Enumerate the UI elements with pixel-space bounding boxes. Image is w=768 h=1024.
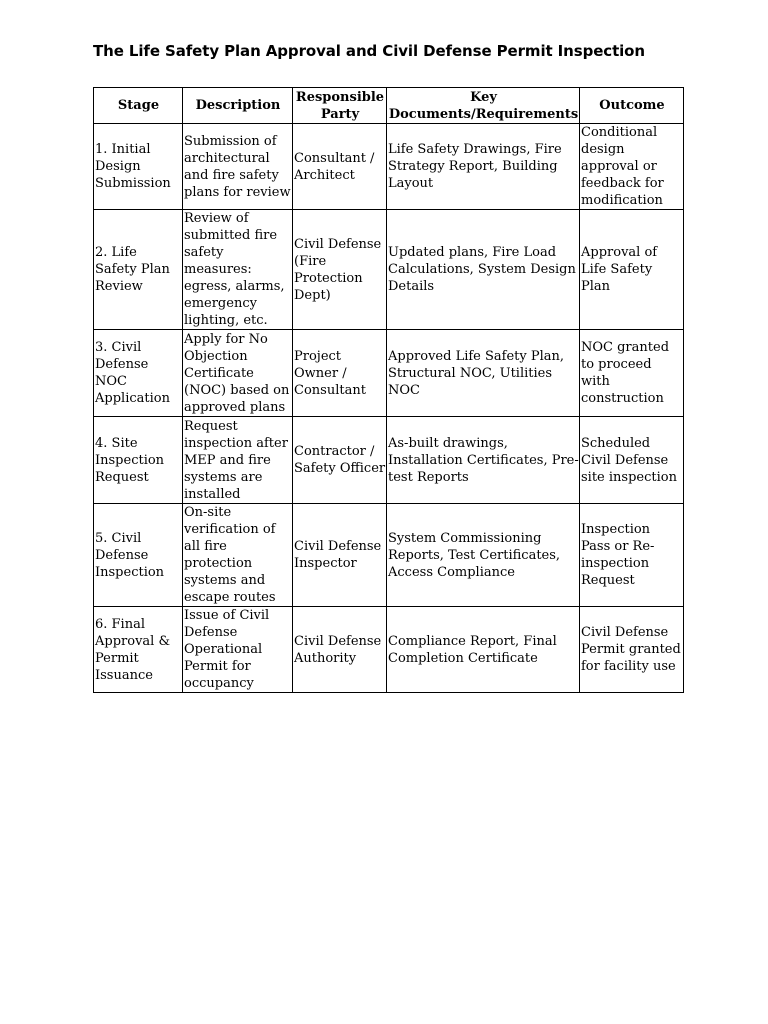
header-stage: Stage bbox=[94, 88, 183, 124]
cell-key-documents: System Commissioning Reports, Test Certificates, Access Compliance bbox=[387, 504, 580, 607]
cell-stage: 1. Initial Design Submission bbox=[94, 124, 183, 210]
cell-key-documents: Compliance Report, Final Completion Certificate bbox=[387, 607, 580, 693]
cell-responsible-party: Consultant / Architect bbox=[293, 124, 387, 210]
cell-outcome: Inspection Pass or Re-inspection Request bbox=[580, 504, 684, 607]
table-row bbox=[94, 210, 684, 330]
cell-key-documents: Updated plans, Fire Load Calculations, System Design Details bbox=[387, 210, 580, 330]
cell-description: Request inspection after MEP and fire systems are installed bbox=[183, 417, 293, 504]
approval-process-table bbox=[93, 87, 684, 693]
table-row bbox=[94, 417, 684, 504]
header-responsible-party: Responsible Party bbox=[293, 88, 387, 124]
cell-stage: 2. Life Safety Plan Review bbox=[94, 210, 183, 330]
table-row bbox=[94, 607, 684, 693]
cell-stage: 5. Civil Defense Inspection bbox=[94, 504, 183, 607]
table-row bbox=[94, 504, 684, 607]
cell-stage: 4. Site Inspection Request bbox=[94, 417, 183, 504]
cell-outcome: Civil Defense Permit granted for facility use bbox=[580, 607, 684, 693]
cell-key-documents: Life Safety Drawings, Fire Strategy Report, Building Layout bbox=[387, 124, 580, 210]
cell-responsible-party: Project Owner / Consultant bbox=[293, 330, 387, 417]
cell-description: On-site verification of all fire protection systems and escape routes bbox=[183, 504, 293, 607]
header-outcome: Outcome bbox=[580, 88, 684, 124]
table-row bbox=[94, 124, 684, 210]
table-row bbox=[94, 330, 684, 417]
cell-description: Issue of Civil Defense Operational Permit for occupancy bbox=[183, 607, 293, 693]
cell-description: Review of submitted fire safety measures: egress, alarms, emergency lighting, etc. bbox=[183, 210, 293, 330]
cell-outcome: Conditional design approval or feedback for modification bbox=[580, 124, 684, 210]
cell-description: Apply for No Objection Certificate (NOC) based on approved plans bbox=[183, 330, 293, 417]
header-key-documents: Key Documents/Requirements bbox=[387, 88, 580, 124]
cell-responsible-party: Contractor / Safety Officer bbox=[293, 417, 387, 504]
cell-key-documents: Approved Life Safety Plan, Structural NOC, Utilities NOC bbox=[387, 330, 580, 417]
cell-responsible-party: Civil Defense Inspector bbox=[293, 504, 387, 607]
cell-description: Submission of architectural and fire safety plans for review bbox=[183, 124, 293, 210]
cell-responsible-party: Civil Defense Authority bbox=[293, 607, 387, 693]
cell-key-documents: As-built drawings, Installation Certificates, Pre-test Reports bbox=[387, 417, 580, 504]
document-title: The Life Safety Plan Approval and Civil Defense Permit Inspection bbox=[93, 42, 645, 60]
cell-responsible-party: Civil Defense (Fire Protection Dept) bbox=[293, 210, 387, 330]
cell-outcome: Scheduled Civil Defense site inspection bbox=[580, 417, 684, 504]
cell-outcome: NOC granted to proceed with construction bbox=[580, 330, 684, 417]
cell-stage: 3. Civil Defense NOC Application bbox=[94, 330, 183, 417]
cell-outcome: Approval of Life Safety Plan bbox=[580, 210, 684, 330]
header-description: Description bbox=[183, 88, 293, 124]
table-header-row bbox=[94, 88, 684, 124]
cell-stage: 6. Final Approval & Permit Issuance bbox=[94, 607, 183, 693]
